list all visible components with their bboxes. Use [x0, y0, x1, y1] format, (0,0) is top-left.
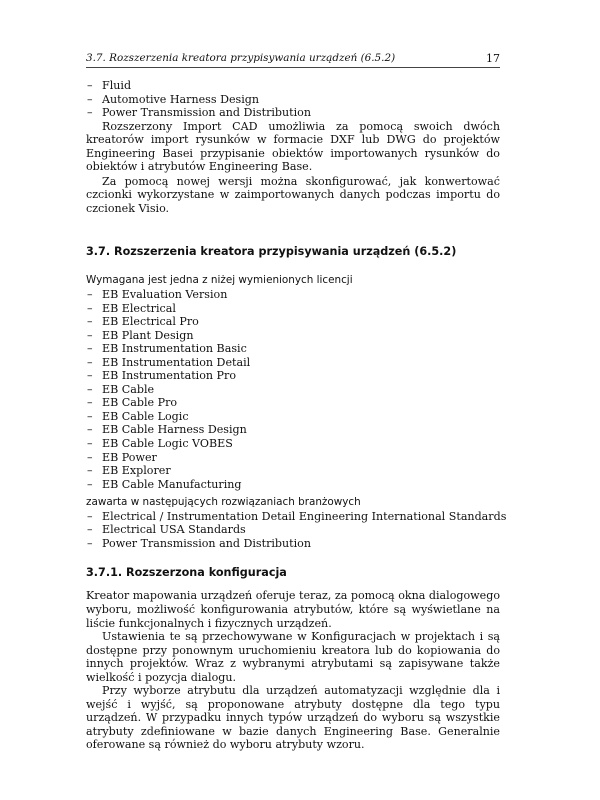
list-item: – EB Instrumentation Pro: [86, 369, 500, 383]
intro-paragraph: Rozszerzony Import CAD umożliwia za pomocą swoich dwóch kreatorów import rysunków w formacie DXF lub DWG do projektów Engineering Basei przypisanie obiektów importowanych rysunków do obiektów i atrybutów Engineering Base.: [86, 119, 500, 174]
list-item: – EB Instrumentation Basic: [86, 342, 500, 356]
running-header: [86, 52, 500, 66]
licence-list: [86, 288, 500, 491]
list-item: – EB Instrumentation Detail: [86, 356, 500, 370]
top-list: [86, 79, 500, 120]
list-item: – EB Cable Logic: [86, 410, 500, 424]
page-number: 17: [486, 52, 500, 65]
list-item: – EB Electrical Pro: [86, 315, 500, 329]
solutions-list: [86, 509, 507, 551]
list-item: – EB Cable: [86, 383, 500, 397]
list-item: – EB Cable Harness Design: [86, 423, 500, 437]
list-item: – EB Power: [86, 451, 500, 465]
list-item: – Power Transmission and Distribution: [86, 106, 500, 120]
list-item: – EB Evaluation Version: [86, 288, 500, 302]
section-heading: 3.7. Rozszerzenia kreatora przypisywania urządzeń (6.5.2): [86, 245, 457, 259]
solutions-intro: zawarta w następujących rozwiązaniach branżowych: [86, 496, 361, 509]
licence-intro: Wymagana jest jedna z niżej wymienionych licencji: [86, 274, 353, 287]
list-item: – Electrical USA Standards: [86, 523, 500, 537]
list-item: – EB Electrical: [86, 302, 500, 316]
list-item: – EB Plant Design: [86, 329, 500, 343]
list-item: – EB Cable Manufacturing: [86, 478, 500, 492]
body-paragraph: Przy wyborze atrybutu dla urządzeń automatyzacji względnie dla i wejść i wyjść, są proponowane atrybuty dostępne dla tego typu urządzeń. W przypadku innych typów urządzeń do wyboru są wszystkie atrybuty zdefiniowane w bazie danych Engineering Base. Generalnie oferowane są również do wyboru atrybuty wzoru.: [86, 684, 500, 752]
list-item: – EB Explorer: [86, 464, 500, 478]
body-paragraph: Ustawienia te są przechowywane w Konfiguracjach w projektach i są dostępne przy ponownym uruchomieniu kreatora lub do kopiowania do innych projektów. Wraz z wybranymi atrybutami są zapisywane także wielkość i pozycja dialogu.: [86, 630, 500, 684]
page-body: [86, 79, 507, 752]
body-paragraph: Kreator mapowania urządzeń oferuje teraz, za pomocą okna dialogowego wyboru, możliwość konfigurowania atrybutów, które są wyświetlane na liście funkcjonalnych i fizycznych urządzeń.: [86, 589, 500, 630]
list-item: – EB Cable Pro: [86, 396, 500, 410]
list-item: – EB Cable Logic VOBES: [86, 437, 500, 451]
subsection-heading: 3.7.1. Rozszerzona konfiguracja: [86, 566, 287, 580]
list-item: – Automotive Harness Design: [86, 93, 500, 107]
list-item: – Power Transmission and Distribution: [86, 537, 500, 551]
header-rule: [86, 67, 500, 68]
intro-paragraph: Za pomocą nowej wersji można skonfigurować, jak konwertować czcionki wykorzystane w zaimportowanych danych podczas importu do czcionek Visio.: [86, 174, 500, 215]
list-item: – Fluid: [86, 79, 500, 93]
list-item: – Electrical / Instrumentation Detail Engineering International Standards: [86, 510, 500, 524]
running-header-title: 3.7. Rozszerzenia kreatora przypisywania urządzeń (6.5.2): [86, 52, 396, 64]
